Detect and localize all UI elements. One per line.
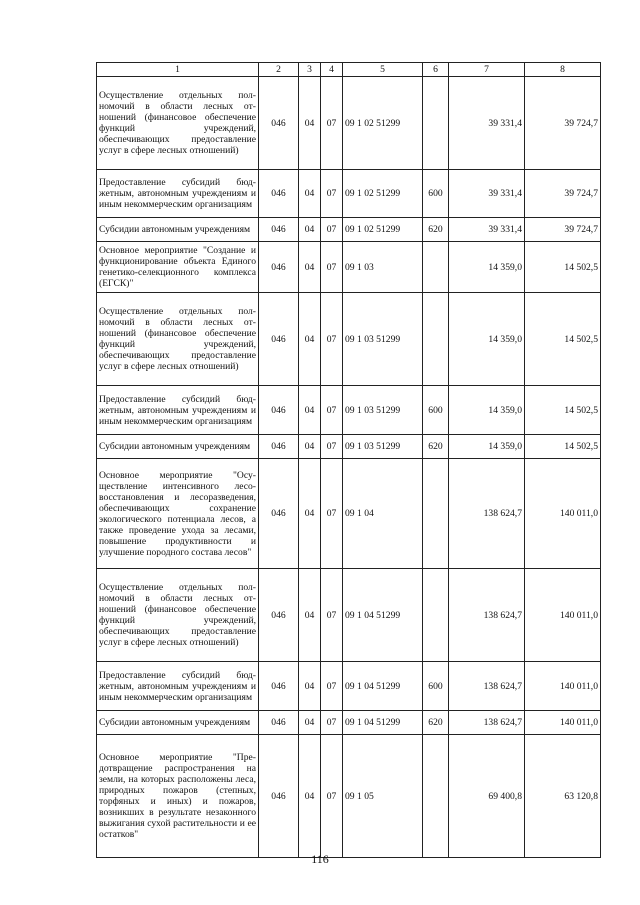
subsection-code-cell: 07: [321, 711, 343, 735]
amount-cell: 138 624,7: [449, 711, 525, 735]
amount-cell: 14 502,5: [525, 435, 601, 459]
ministry-code-cell: 046: [259, 459, 299, 569]
amount-cell: 39 331,4: [449, 170, 525, 218]
section-code-cell: 04: [299, 293, 321, 386]
expense-type-cell: [423, 459, 449, 569]
subsection-code-cell: 07: [321, 662, 343, 711]
subsection-code-cell: 07: [321, 435, 343, 459]
section-code-cell: 04: [299, 170, 321, 218]
section-code-cell: 04: [299, 77, 321, 170]
amount-cell: 140 011,0: [525, 459, 601, 569]
expense-type-cell: [423, 77, 449, 170]
expense-type-cell: 600: [423, 386, 449, 435]
column-header-3: 3: [299, 63, 321, 77]
expense-type-cell: 620: [423, 711, 449, 735]
ministry-code-cell: 046: [259, 170, 299, 218]
column-header-5: 5: [343, 63, 423, 77]
expense-type-cell: 620: [423, 435, 449, 459]
expense-type-cell: 620: [423, 218, 449, 242]
column-header-4: 4: [321, 63, 343, 77]
row-name-cell: Предоставление субсидий бюджетным, автономным учреждениям и иным некоммерческим организациям: [97, 662, 259, 711]
table-row: [97, 711, 601, 735]
section-code-cell: 04: [299, 711, 321, 735]
section-code-cell: 04: [299, 435, 321, 459]
amount-cell: 14 502,5: [525, 386, 601, 435]
amount-cell: 69 400,8: [449, 735, 525, 858]
ministry-code-cell: 046: [259, 218, 299, 242]
amount-cell: 39 724,7: [525, 218, 601, 242]
target-code-cell: 09 1 05: [343, 735, 423, 858]
target-code-cell: 09 1 04: [343, 459, 423, 569]
page-number: 116: [311, 852, 329, 866]
table-body: [97, 77, 601, 858]
section-code-cell: 04: [299, 386, 321, 435]
table-header-row: [97, 63, 601, 77]
target-code-cell: 09 1 04 51299: [343, 711, 423, 735]
amount-cell: 39 331,4: [449, 77, 525, 170]
amount-cell: 14 359,0: [449, 435, 525, 459]
row-name-cell: Осуществление отдельных полномочий в области лесных отношений (финансовое обеспечение функций учреждений, обеспечивающих предоставление услуг в сфере лесных отношений): [97, 293, 259, 386]
section-code-cell: 04: [299, 459, 321, 569]
row-name-cell: Субсидии автономным учреждениям: [97, 711, 259, 735]
expense-type-cell: [423, 735, 449, 858]
section-code-cell: 04: [299, 735, 321, 858]
amount-cell: 138 624,7: [449, 662, 525, 711]
section-code-cell: 04: [299, 662, 321, 711]
column-header-1: 1: [97, 63, 259, 77]
amount-cell: 138 624,7: [449, 459, 525, 569]
expense-type-cell: 600: [423, 662, 449, 711]
column-header-6: 6: [423, 63, 449, 77]
amount-cell: 138 624,7: [449, 569, 525, 662]
amount-cell: 14 502,5: [525, 293, 601, 386]
row-name-cell: Основное мероприятие "Создание и функционирование объекта Единого генетико-селекционного комплекса (ЕГСК)": [97, 242, 259, 293]
subsection-code-cell: 07: [321, 218, 343, 242]
table-row: [97, 435, 601, 459]
target-code-cell: 09 1 04 51299: [343, 569, 423, 662]
subsection-code-cell: 07: [321, 242, 343, 293]
target-code-cell: 09 1 02 51299: [343, 170, 423, 218]
amount-cell: 140 011,0: [525, 711, 601, 735]
target-code-cell: 09 1 03 51299: [343, 435, 423, 459]
row-name-cell: Предоставление субсидий бюджетным, автономным учреждениям и иным некоммерческим организациям: [97, 386, 259, 435]
ministry-code-cell: 046: [259, 662, 299, 711]
column-header-2: 2: [259, 63, 299, 77]
amount-cell: 39 724,7: [525, 77, 601, 170]
amount-cell: 39 331,4: [449, 218, 525, 242]
table-row: [97, 218, 601, 242]
target-code-cell: 09 1 03: [343, 242, 423, 293]
amount-cell: 63 120,8: [525, 735, 601, 858]
ministry-code-cell: 046: [259, 435, 299, 459]
table-row: [97, 293, 601, 386]
column-header-8: 8: [525, 63, 601, 77]
target-code-cell: 09 1 03 51299: [343, 386, 423, 435]
amount-cell: 140 011,0: [525, 569, 601, 662]
subsection-code-cell: 07: [321, 459, 343, 569]
amount-cell: 14 359,0: [449, 386, 525, 435]
table-row: [97, 386, 601, 435]
ministry-code-cell: 046: [259, 293, 299, 386]
section-code-cell: 04: [299, 242, 321, 293]
row-name-cell: Субсидии автономным учреждениям: [97, 218, 259, 242]
target-code-cell: 09 1 02 51299: [343, 77, 423, 170]
target-code-cell: 09 1 04 51299: [343, 662, 423, 711]
row-name-cell: Основное мероприятие "Осуществление интенсивного лесовосстановления и лесоразведения, обеспечивающих сохранение экологического потенциала лесов, а также проведение ухода за лесами, повышение продуктивности и улучшение породного состава лесов": [97, 459, 259, 569]
ministry-code-cell: 046: [259, 735, 299, 858]
subsection-code-cell: 07: [321, 735, 343, 858]
expense-type-cell: 600: [423, 170, 449, 218]
subsection-code-cell: 07: [321, 77, 343, 170]
section-code-cell: 04: [299, 569, 321, 662]
amount-cell: 140 011,0: [525, 662, 601, 711]
ministry-code-cell: 046: [259, 569, 299, 662]
row-name-cell: Осуществление отдельных полномочий в области лесных отношений (финансовое обеспечение функций учреждений, обеспечивающих предоставление услуг в сфере лесных отношений): [97, 569, 259, 662]
row-name-cell: Основное мероприятие "Предотвращение распространения на земли, на которых расположены леса, природных пожаров (степных, торфяных и иных) и пожаров, возникших в результате незаконного выжигания сухой растительности и ее остатков": [97, 735, 259, 858]
subsection-code-cell: 07: [321, 569, 343, 662]
amount-cell: 39 724,7: [525, 170, 601, 218]
subsection-code-cell: 07: [321, 293, 343, 386]
ministry-code-cell: 046: [259, 711, 299, 735]
section-code-cell: 04: [299, 218, 321, 242]
amount-cell: 14 502,5: [525, 242, 601, 293]
ministry-code-cell: 046: [259, 242, 299, 293]
expense-type-cell: [423, 293, 449, 386]
amount-cell: 14 359,0: [449, 293, 525, 386]
table-row: [97, 569, 601, 662]
table-row: [97, 459, 601, 569]
target-code-cell: 09 1 03 51299: [343, 293, 423, 386]
expense-type-cell: [423, 569, 449, 662]
budget-table: [96, 62, 601, 858]
target-code-cell: 09 1 02 51299: [343, 218, 423, 242]
subsection-code-cell: 07: [321, 170, 343, 218]
row-name-cell: Предоставление субсидий бюджетным, автономным учреждениям и иным некоммерческим организациям: [97, 170, 259, 218]
table-row: [97, 242, 601, 293]
table-row: [97, 77, 601, 170]
table-row: [97, 735, 601, 858]
subsection-code-cell: 07: [321, 386, 343, 435]
ministry-code-cell: 046: [259, 386, 299, 435]
row-name-cell: Осуществление отдельных полномочий в области лесных отношений (финансовое обеспечение функций учреждений, обеспечивающих предоставление услуг в сфере лесных отношений): [97, 77, 259, 170]
table-row: [97, 662, 601, 711]
ministry-code-cell: 046: [259, 77, 299, 170]
row-name-cell: Субсидии автономным учреждениям: [97, 435, 259, 459]
expense-type-cell: [423, 242, 449, 293]
amount-cell: 14 359,0: [449, 242, 525, 293]
table-row: [97, 170, 601, 218]
column-header-7: 7: [449, 63, 525, 77]
